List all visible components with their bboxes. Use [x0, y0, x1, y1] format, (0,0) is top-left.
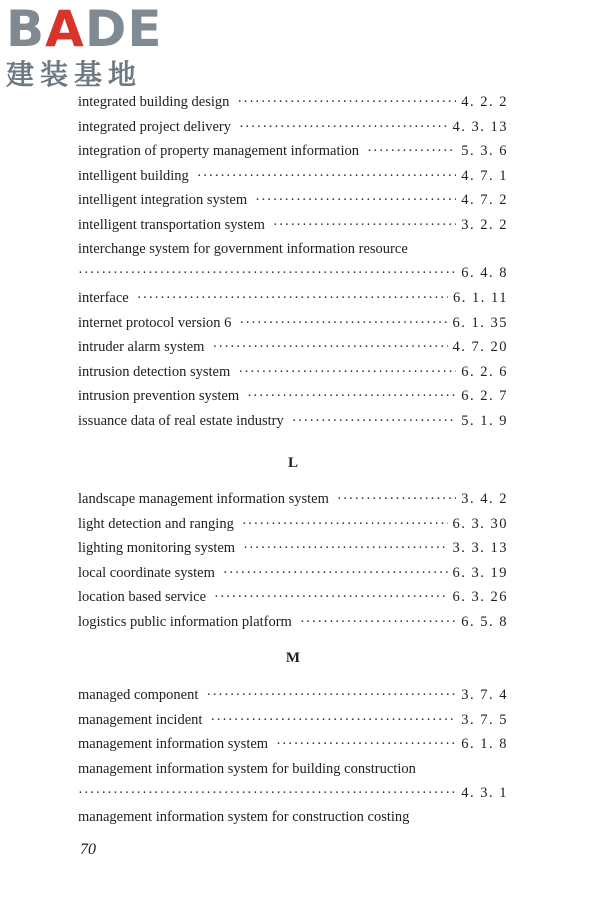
leader-dots [78, 784, 456, 802]
index-entry [78, 191, 508, 209]
leader-dots [276, 735, 456, 753]
leader-dots [214, 588, 447, 606]
logo-letter-a: A [45, 0, 85, 58]
entry-ref: 6. 1. 35 [452, 314, 508, 331]
entry-term: landscape management information system [78, 491, 329, 507]
index-entry [78, 808, 508, 826]
index-entry [78, 338, 508, 356]
leader-dots [243, 539, 447, 557]
leader-dots [337, 490, 456, 508]
entry-term: interface [78, 290, 129, 306]
entry-term: intruder alarm system [78, 339, 205, 355]
leader-dots [210, 711, 456, 729]
entry-ref: 6. 1. 11 [453, 290, 508, 306]
entry-ref: 6. 3. 26 [452, 589, 508, 605]
leader-dots [247, 387, 456, 405]
leader-dots [206, 686, 456, 704]
index-entry [78, 142, 508, 160]
index-entry [78, 711, 508, 729]
entry-ref: 4. 7. 20 [452, 339, 508, 355]
index-entry [78, 216, 508, 234]
entry-term: location based service [78, 589, 207, 605]
entry-term: integrated project delivery [78, 118, 231, 135]
leader-dots [273, 216, 456, 234]
entry-term: logistics public information platform [78, 613, 292, 630]
leader-dots [212, 338, 447, 356]
logo-chinese-text: 建装基地 [6, 58, 143, 91]
index-entry [78, 515, 508, 533]
entry-ref: 6. 5. 8 [461, 613, 508, 630]
entry-term: light detection and ranging [78, 515, 234, 532]
index-entry [78, 118, 508, 136]
entry-term: interchange system for government information resource [78, 241, 408, 257]
index-entry [78, 240, 508, 282]
index-entry [78, 686, 508, 704]
entry-ref: 6. 4. 8 [461, 265, 508, 281]
entry-ref: 5. 3. 6 [461, 143, 508, 159]
index-entry [78, 387, 508, 405]
index-entry [78, 412, 508, 430]
leader-dots [292, 412, 457, 430]
index-entry [78, 289, 508, 307]
entry-term: management incident [78, 711, 203, 728]
entry-ref: 6. 3. 30 [452, 515, 508, 532]
entry-ref: 6. 2. 6 [461, 363, 508, 380]
logo-letters-de: DE [84, 0, 163, 58]
entry-ref: 3. 3. 13 [452, 540, 508, 556]
entry-term: intrusion detection system [78, 363, 231, 380]
entry-ref: 3. 4. 2 [461, 491, 508, 507]
leader-dots [239, 118, 448, 136]
entry-ref: 6. 3. 19 [452, 564, 508, 581]
leader-dots [300, 613, 456, 631]
entry-term: management information system [78, 736, 269, 752]
leader-dots [367, 142, 456, 160]
entry-term: internet protocol version 6 [78, 314, 232, 331]
entry-term: management information system for building construction [78, 760, 416, 777]
entry-ref: 3. 7. 4 [461, 687, 508, 703]
entry-term: managed component [78, 687, 199, 703]
leader-dots [137, 289, 448, 307]
section-letter-m: M [285, 650, 301, 666]
entry-term: integration of property management information [78, 143, 360, 159]
logo [6, 0, 176, 96]
entry-term: integrated building design [78, 94, 230, 110]
entry-ref: 4. 3. 1 [461, 784, 508, 801]
index-entry [78, 588, 508, 606]
leader-dots [242, 515, 448, 533]
logo-letter-b: B [6, 0, 46, 58]
leader-dots [223, 564, 448, 582]
leader-dots [197, 167, 456, 185]
entry-ref: 4. 3. 13 [452, 118, 508, 135]
index-entry [78, 167, 508, 185]
leader-dots [78, 264, 456, 282]
index-entry [78, 613, 508, 631]
entry-term: management information system for construction costing [78, 809, 410, 825]
entry-term: intelligent building [78, 167, 189, 184]
index-entry [78, 363, 508, 381]
index-entry [78, 490, 508, 508]
entry-term: local coordinate system [78, 564, 215, 581]
index-entry [78, 760, 508, 802]
index-entry [78, 93, 508, 111]
entry-ref: 4. 7. 2 [461, 192, 508, 208]
leader-dots [238, 363, 456, 381]
entry-ref: 4. 7. 1 [461, 167, 508, 184]
entry-ref: 6. 1. 8 [461, 736, 508, 752]
entry-term: intrusion prevention system [78, 388, 240, 404]
section-letter-l: L [287, 455, 298, 471]
entry-ref: 5. 1. 9 [461, 412, 508, 429]
index-entry [78, 314, 508, 332]
entry-ref: 3. 2. 2 [461, 216, 508, 233]
entry-ref: 6. 2. 7 [461, 388, 508, 404]
leader-dots [239, 314, 447, 332]
leader-dots [255, 191, 456, 209]
index-entry [78, 564, 508, 582]
index-entry [78, 539, 508, 557]
entry-term: issuance data of real estate industry [78, 412, 284, 429]
page-number: 70 [80, 841, 96, 858]
logo-wordmark [6, 0, 176, 58]
entry-ref: 4. 2. 2 [461, 94, 508, 110]
index-entry [78, 735, 508, 753]
leader-dots [237, 93, 456, 111]
entry-term: intelligent transportation system [78, 216, 265, 233]
entry-term: lighting monitoring system [78, 540, 236, 556]
entry-ref: 3. 7. 5 [461, 711, 508, 728]
entry-term: intelligent integration system [78, 192, 248, 208]
